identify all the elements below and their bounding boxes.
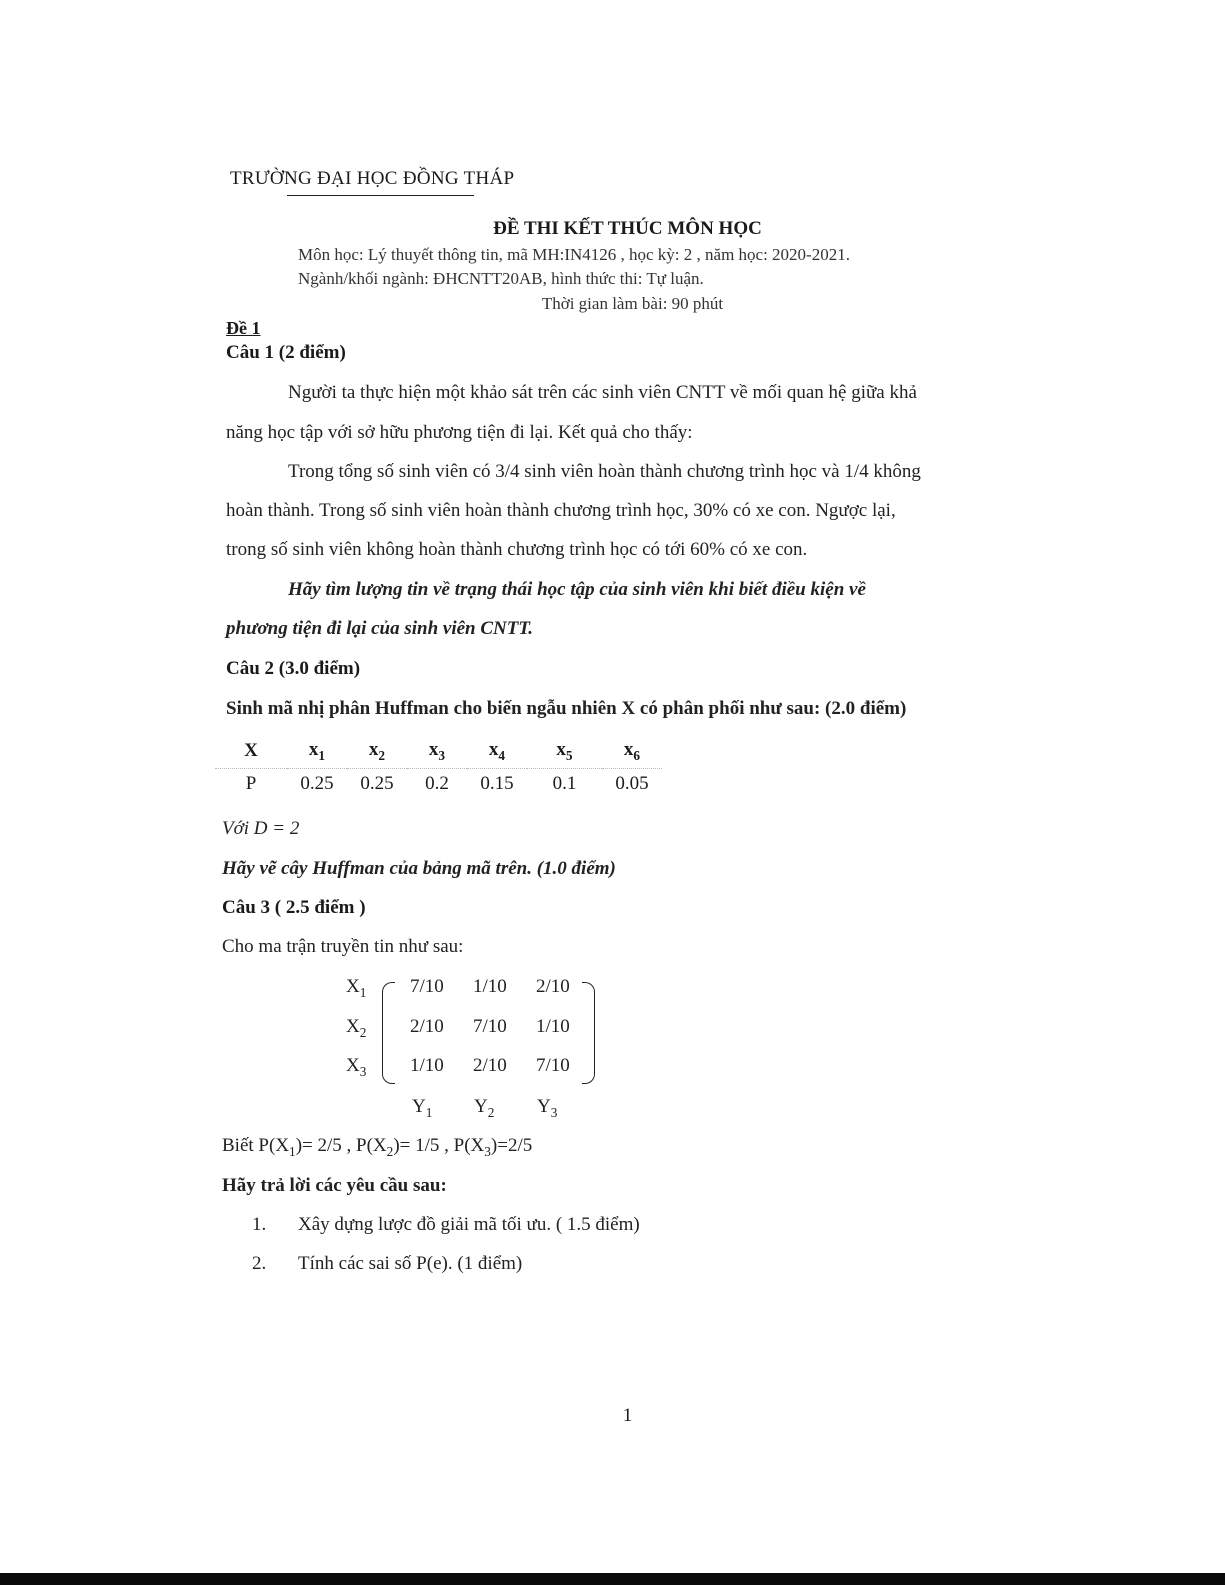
row-label-x: X [215,735,287,768]
matrix-row-label: $X_2$ [346,1016,367,1040]
subject-line: Môn học: Lý thuyết thông tin, mã MH:IN4126 , học kỳ: 2 , năm học: 2020-2021. [298,245,850,264]
row-label-p: P [245,772,257,794]
p-cell: 0.05 [615,772,649,794]
matrix-row-label: $X_3$ [346,1055,367,1079]
matrix-col-label: $Y_2$ [474,1096,495,1120]
list-item-number: 1. [252,1214,267,1235]
q3-intro: Cho ma trận truyền tin như sau: [222,936,464,957]
distribution-table [215,735,662,799]
matrix-cell: 1/10 [536,1016,570,1037]
x-cell: $x_2$ [347,735,407,768]
matrix-cell: 7/10 [410,976,444,997]
matrix-cell: 7/10 [473,1016,507,1037]
q2-heading: Câu 2 (3.0 điểm) [226,658,361,679]
matrix-row-label: $X_1$ [346,976,367,1000]
exam-title: ĐỀ THI KẾT THÚC MÔN HỌC [493,218,762,239]
major-line: Ngành/khối ngành: ĐHCNTT20AB, hình thức thi: Tự luận. [298,269,704,288]
x-cell: $x_5$ [527,735,602,768]
exam-label: Đề 1 [226,318,261,338]
q1-task-line: Hãy tìm lượng tin về trạng thái học tập của sinh viên khi biết điều kiện về [288,579,866,600]
matrix-left-bracket [382,982,395,1084]
q1-paragraph-line: năng học tập với sở hữu phương tiện đi lại. Kết quả cho thấy: [226,422,693,443]
d-line: Với D = 2 [222,818,300,839]
time-line: Thời gian làm bài: 90 phút [541,294,724,313]
school-name: TRƯỜNG ĐẠI HỌC ĐỒNG THÁP [230,168,515,189]
q1-paragraph-line: Trong tổng số sinh viên có 3/4 sinh viên hoàn thành chương trình học và 1/4 không [288,461,921,482]
school-underline [287,195,474,196]
list-item: Tính các sai số P(e). (1 điểm) [298,1253,523,1274]
matrix-right-bracket [582,982,595,1084]
x-cell: $x_3$ [407,735,467,768]
p-cell: 0.25 [360,772,394,794]
list-item-number: 2. [252,1253,267,1274]
table-row [215,735,662,768]
matrix-cell: 1/10 [410,1055,444,1076]
scan-bottom-edge [0,1573,1225,1585]
p-cell: 0.25 [300,772,334,794]
matrix-cell: 7/10 [536,1055,570,1076]
given-probabilities: Biết $P(X_1)= 2/5$ , $P(X_2)= 1/5$ , $P(X_3)=2/5$ [222,1135,533,1159]
q3-requirements-heading: Hãy trả lời các yêu cầu sau: [222,1175,447,1196]
page-number: 1 [622,1405,633,1426]
p-cell: 0.2 [425,772,449,794]
matrix-cell: 2/10 [536,976,570,997]
matrix-cell: 2/10 [473,1055,507,1076]
matrix-col-label: $Y_1$ [412,1096,433,1120]
q1-heading: Câu 1 (2 điểm) [226,342,346,363]
list-item: Xây dựng lược đồ giải mã tối ưu. ( 1.5 điểm) [298,1214,640,1235]
x-cell: $x_6$ [602,735,662,768]
p-cell: 0.15 [480,772,514,794]
p-cell: 0.1 [552,772,577,794]
matrix-col-label: $Y_3$ [537,1096,558,1120]
q3-heading: Câu 3 ( 2.5 điểm ) [222,897,366,918]
matrix-cell: 2/10 [410,1016,444,1037]
x-cell: $x_1$ [287,735,347,768]
q1-paragraph-line: Người ta thực hiện một khảo sát trên các sinh viên CNTT về mối quan hệ giữa khả [288,382,917,403]
q1-paragraph-line: trong số sinh viên không hoàn thành chương trình học có tới 60% có xe con. [226,539,808,560]
q2-tree-task: Hãy vẽ cây Huffman của bảng mã trên. (1.0 điểm) [222,858,616,879]
q2-task: Sinh mã nhị phân Huffman cho biến ngẫu nhiên X có phân phối như sau: (2.0 điểm) [226,698,907,719]
matrix-cell: 1/10 [473,976,507,997]
q1-paragraph-line: hoàn thành. Trong số sinh viên hoàn thành chương trình học, 30% có xe con. Ngược lại, [226,500,896,521]
q1-task-line: phương tiện đi lại của sinh viên CNTT. [226,618,533,639]
x-cell: $x_4$ [467,735,527,768]
table-row [215,768,662,799]
